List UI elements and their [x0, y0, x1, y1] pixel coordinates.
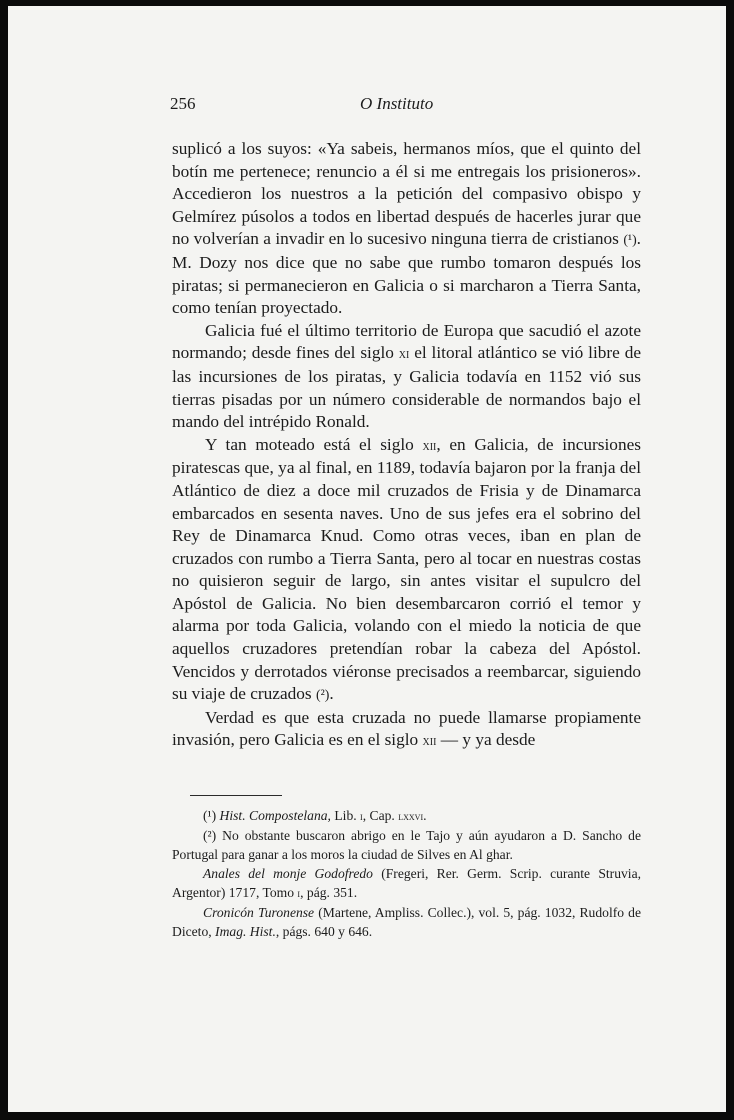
paragraph-4: Verdad es que esta cruzada no puede llamarse propiamente invasión, pero Galicia es en el siglo xii — y ya desde [172, 707, 641, 750]
footnote-3: Anales del monje Godofredo (Fregeri, Rer. Germ. Scrip. curante Struvia, Argentor) 1717, Tomo i, pág. 351. [172, 866, 642, 900]
footnote-2: (²) No obstante buscaron abrigo en le Tajo y aún ayudaron a D. Sancho de Portugal para ganar a los moros la ciudad de Silves en Al ghar. [172, 828, 641, 862]
paragraph-1: suplicó a los suyos: «Ya sabeis, hermanos míos, que el quinto del botín me pertenece; renuncio a él si me entregais los prisioneros». Accedieron los nuestros a la petición del compasivo obispo y Gelmírez púsolos a todos en libertad después de hacerles jurar que no volverían a invadir en lo sucesivo ninguna tierra de cristianos (¹). M. Dozy nos dice que no sabe que rumbo tomaron después los piratas; si permanecieron en Galicia o si marcharon a Tierra Santa, como tenían proyectado. [172, 139, 641, 318]
paragraph-3: Y tan moteado está el siglo xii, en Galicia, de incursiones piratescas que, ya al final, en 1189, todavía bajaron por la franja del Atlántico de diez a doce mil cruzados de Frisia y de Dinamarca embarcados en sesenta naves. Uno de sus jefes era el sobrino del Rey de Dinamarca Knud. Como otras veces, iban en plan de cruzados con rumbo a Tierra Santa, pero al tocar en nuestras costas no quisieron seguir de largo, sin antes visitar el supulcro del Apóstol de Galicia. No bien desembarcaron corrió el temor y alarma por toda Galicia, volando con el miedo la noticia de que aquellos cruzadores pretendían robar la cabeza del Apóstol. Vencidos y derrotados viéronse precisados a reembarcar, siguiendo su viaje de cruzados (²). [172, 434, 641, 704]
footnote-ref-1: (¹) [623, 232, 637, 248]
paragraph-2: Galicia fué el último territorio de Europa que sacudió el azote normando; desde fines del siglo xi el litoral atlántico se vió libre de las incursiones de los piratas, y Galicia todavía en 1152 vió sus tierras pisadas por un número considerable de normandos bajo el mando del intrépido Ronald. [172, 320, 642, 432]
footnote-1: (¹) Hist. Compostelana, Lib. i, Cap. lxxvi. [203, 808, 427, 823]
page-number: 256 [170, 94, 196, 113]
page-header [164, 90, 644, 116]
footnote-4: Cronicón Turonense (Martene, Ampliss. Collec.), vol. 5, pág. 1032, Rudolfo de Diceto, Imag. Hist., págs. 640 y 646. [172, 905, 641, 939]
running-title: O Instituto [360, 94, 434, 113]
main-text [172, 138, 641, 753]
footnote-divider [190, 795, 282, 796]
footnotes [172, 806, 641, 941]
footnote-ref-2: (²) [315, 687, 330, 703]
